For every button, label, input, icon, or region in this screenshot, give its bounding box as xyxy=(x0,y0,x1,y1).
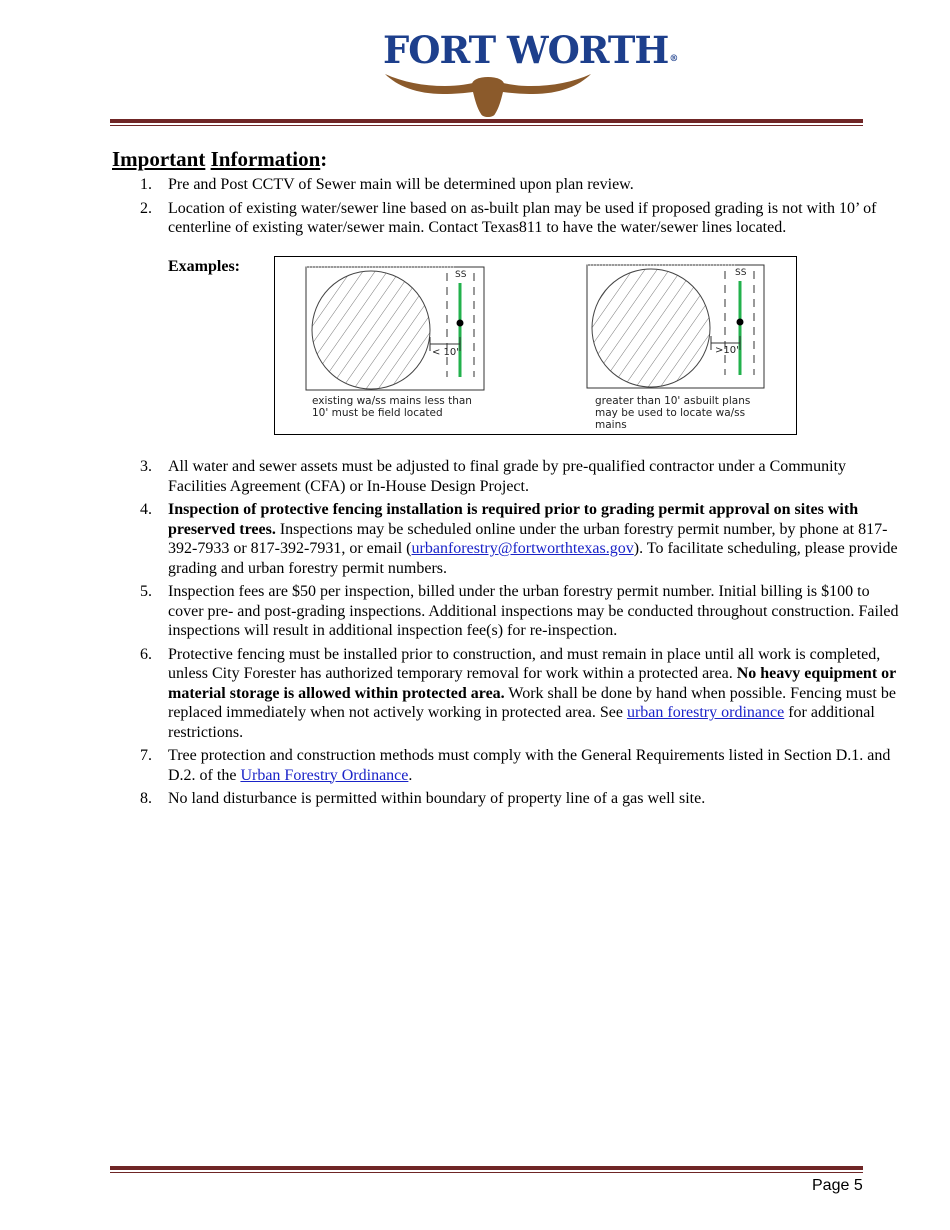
example-right-graphic xyxy=(587,265,764,388)
header-rule xyxy=(110,119,863,123)
list-item: 8. No land disturbance is permitted within boundary of property line of a gas well site. xyxy=(140,790,706,807)
urban-forestry-ordinance-link-2[interactable]: Urban Forestry Ordinance xyxy=(240,766,409,784)
list-item: 7. Tree protection and construction methods must comply with the General Requirements listed in Section D.1. and D.2. of the Urban Forestry Ordinance. xyxy=(140,747,891,784)
fort-worth-logo xyxy=(383,28,678,120)
section-heading: Important Information: xyxy=(112,147,328,171)
longhorn-icon xyxy=(383,66,593,120)
list-item: 3. All water and sewer assets must be adjusted to final grade by pre-qualified contractor under a Community Facilities Agreement (CFA) or In-House Design Project. xyxy=(140,458,847,495)
list-item: 5. Inspection fees are $50 per inspection, billed under the urban forestry permit number. Initial billing is $100 to cover pre- and post-grading inspections. Additional inspections may be conducted throughout construction. Failed inspections will result in additional inspection fee(s) for re-inspection. xyxy=(140,583,899,639)
distance-label-left: < 10' xyxy=(432,347,460,358)
distance-label-right: >10' xyxy=(715,345,739,356)
examples-figure xyxy=(274,256,797,435)
list-item: 6. Protective fencing must be installed prior to construction, and must remain in place until all work is completed, unless City Forester has authorized temporary removal for work within a protected area. No heavy equipment or material storage is allowed within protected area. Work shall be done by hand when possible. Fencing must be replaced immediately when not actively working in protected area. See urban forestry ordinance for additional restrictions. xyxy=(140,645,896,741)
example-left-caption: existing wa/ss mains less than 10' must be field located xyxy=(312,395,472,419)
examples-label: Examples: xyxy=(168,258,240,275)
info-list-bottom xyxy=(0,457,950,813)
example-right-caption: greater than 10' asbuilt plans may be used to locate wa/ss mains xyxy=(595,395,751,431)
footer-rule-thin xyxy=(110,1172,863,1173)
header-rule-thin xyxy=(110,125,863,126)
urban-forestry-ordinance-link[interactable]: urban forestry ordinance xyxy=(626,704,785,721)
footer-rule xyxy=(110,1166,863,1170)
example-left-graphic xyxy=(306,267,484,390)
logo-wordmark: FORT WORTH® xyxy=(383,28,678,72)
email-link[interactable]: urbanforestry@fortworthtexas.gov xyxy=(411,540,634,557)
list-item: 4. Inspection of protective fencing installation is required prior to grading permit approval on sites with preserved trees. Inspections may be scheduled online under the urban forestry permit number, by phone at 817-392-7933 or 817-392-7931, or email (urbanforestry@fortworthtexas.gov). To facilitate scheduling, please provide grading and urban forestry permit numbers. xyxy=(140,501,898,577)
list-item: 2. Location of existing water/sewer line based on as-built plan may be used if proposed grading is not with 10’ of centerline of existing water/sewer main. Contact Texas811 to have the water/sewer lines located. xyxy=(140,199,877,236)
list-item: 1. Pre and Post CCTV of Sewer main will be determined upon plan review. xyxy=(140,176,634,193)
ss-label-left: SS xyxy=(455,270,467,280)
info-list-top xyxy=(0,175,950,242)
ss-label-right: SS xyxy=(735,268,747,278)
page-number: Page 5 xyxy=(812,1177,863,1194)
